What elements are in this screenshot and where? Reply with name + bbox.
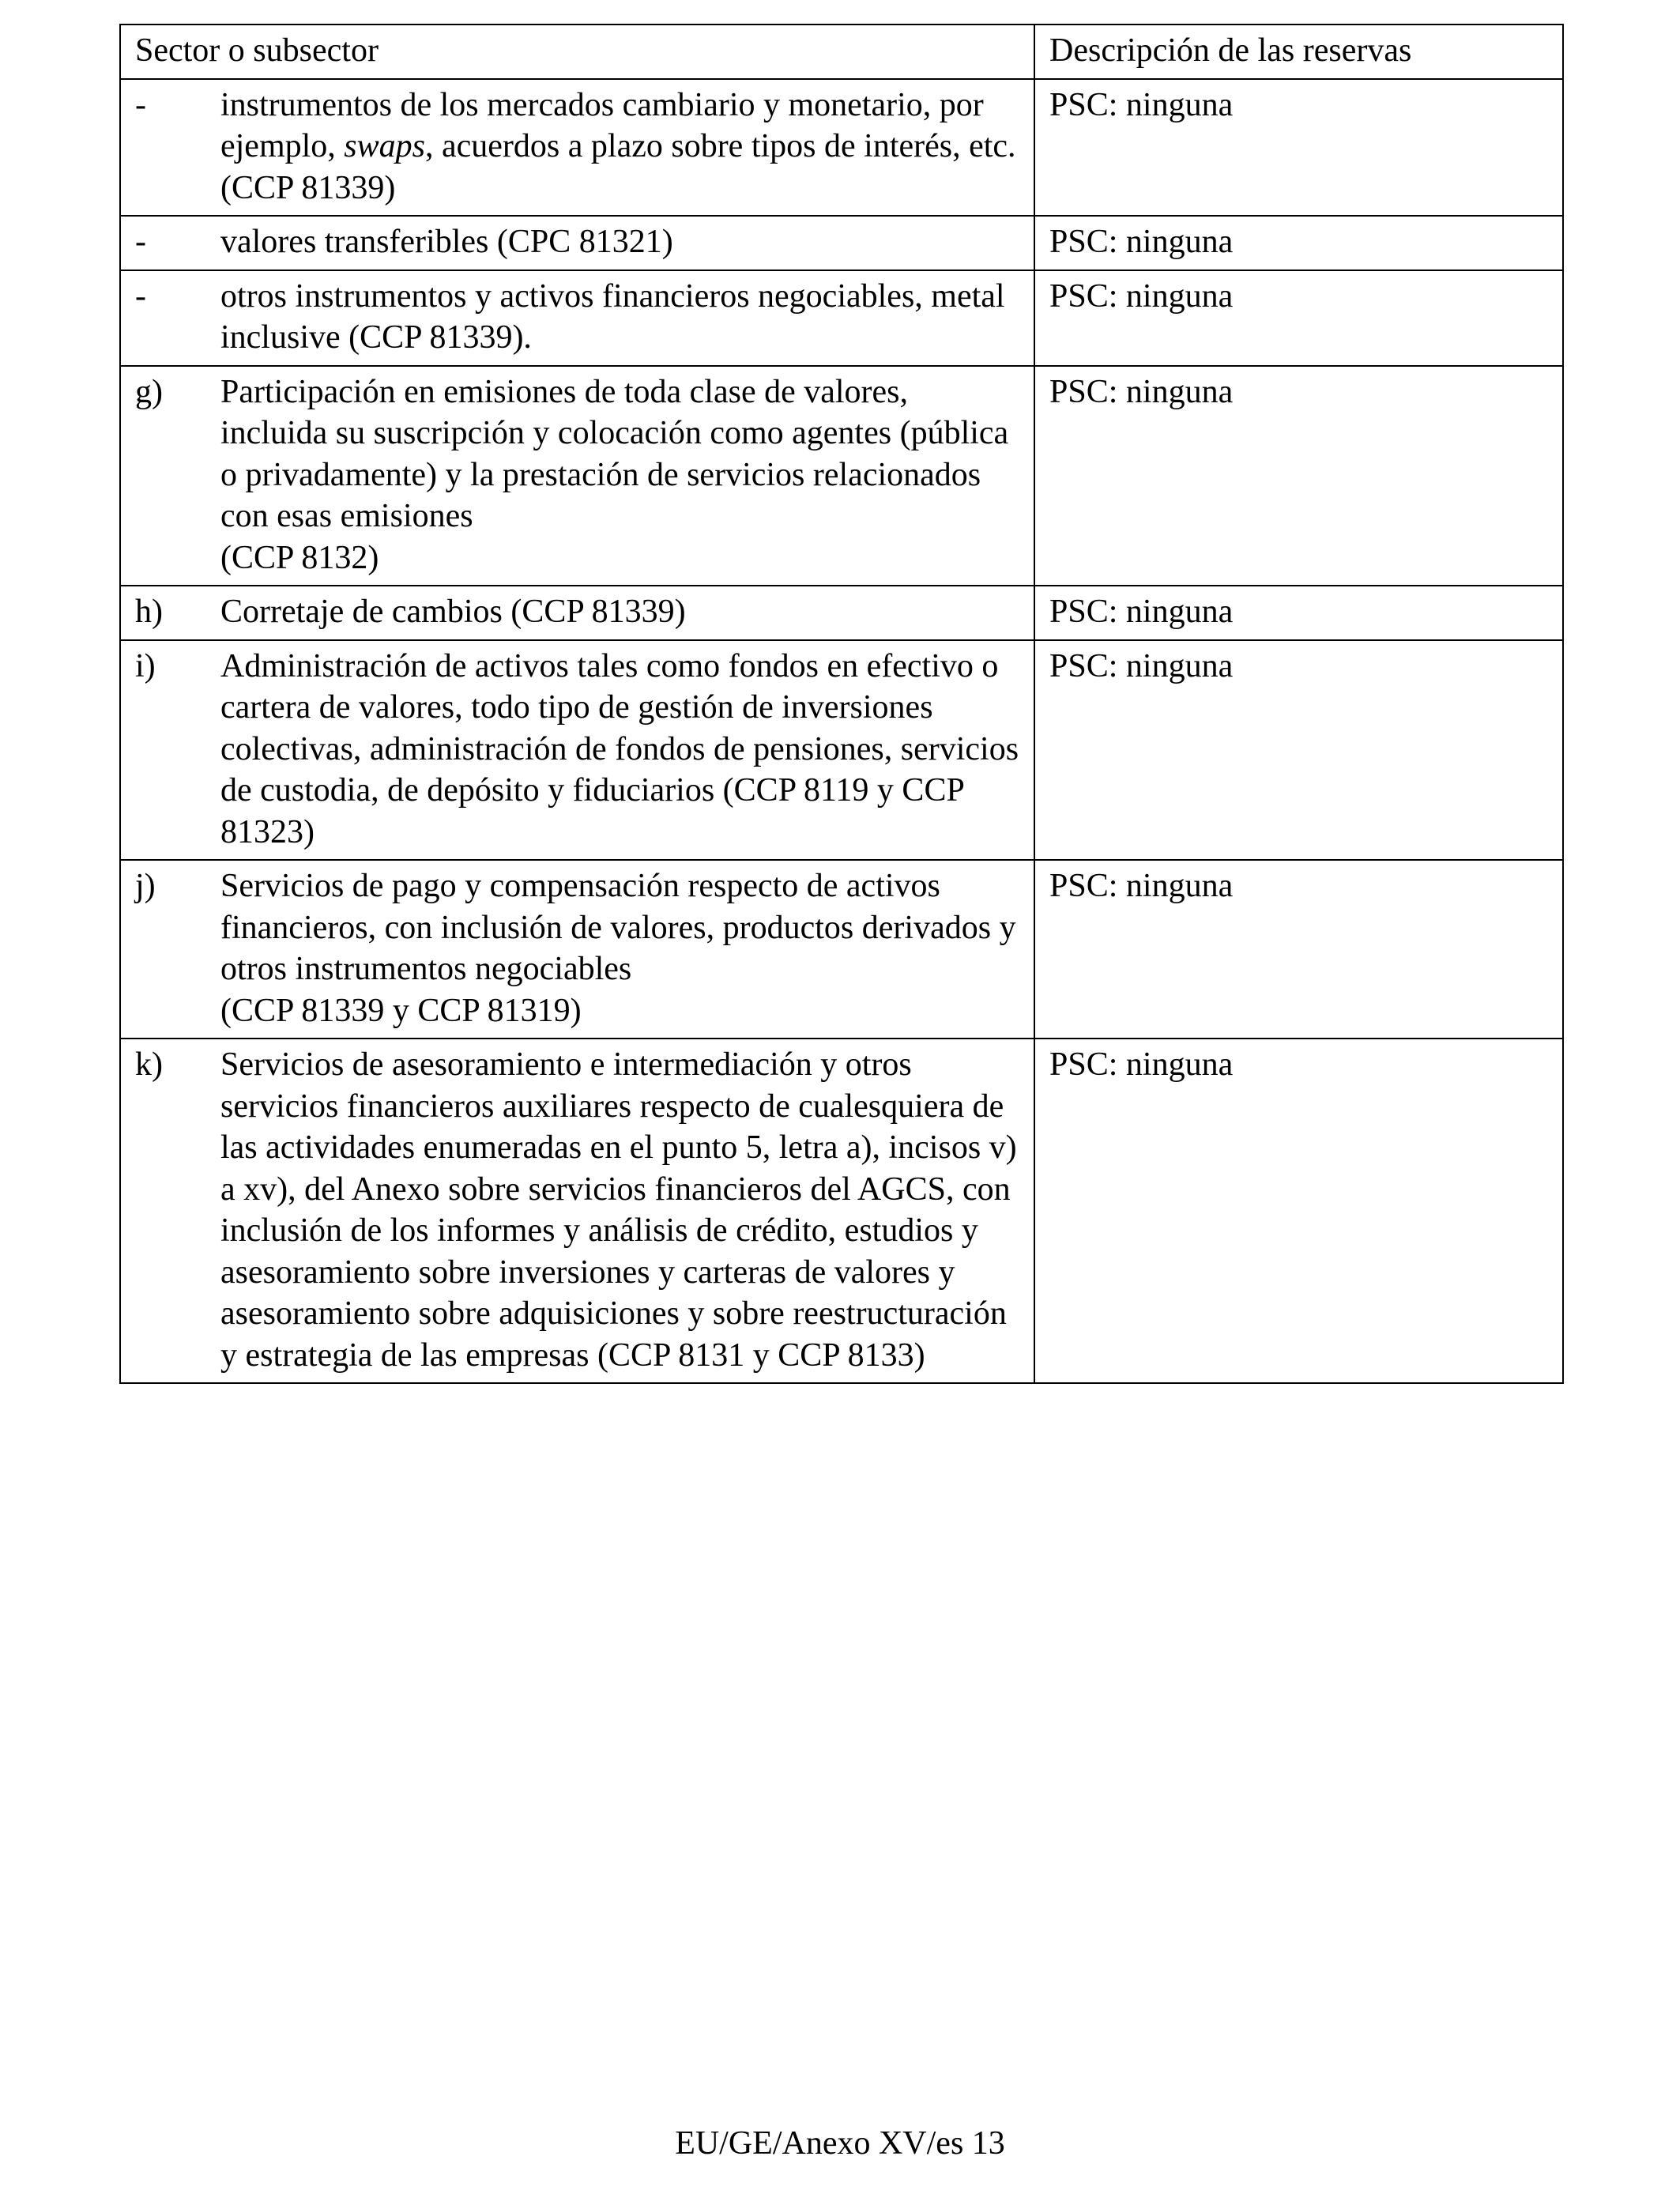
table-row: [120, 366, 1563, 586]
description-cell: PSC: ninguna: [1034, 216, 1563, 270]
table-row: [120, 640, 1563, 861]
sector-text-part: Participación en emisiones de toda clase de valores, incluida su suscripción y colocación como agentes (pública o privadamente) y la prestación de servicios relacionados con esas emisiones: [220, 373, 1009, 534]
sector-text: [220, 85, 1019, 209]
row-marker: -: [135, 277, 146, 315]
description-cell: PSC: ninguna: [1034, 270, 1563, 366]
description-cell: PSC: ninguna: [1034, 79, 1563, 217]
row-marker: -: [135, 86, 146, 123]
description-cell: PSC: ninguna: [1034, 860, 1563, 1039]
table-row: [120, 79, 1563, 217]
sector-cell: [120, 640, 1034, 861]
table-row: [120, 270, 1563, 366]
page-footer-id: EU/GE/Anexo XV/es 13: [675, 2125, 1005, 2162]
description-cell: PSC: ninguna: [1034, 366, 1563, 586]
table-row: [120, 860, 1563, 1039]
row-marker: j): [135, 868, 156, 904]
sector-text: otros instrumentos y activos financieros negociables, metal inclusive (CCP 81339).: [220, 277, 1005, 356]
sector-text: Administración de activos tales como fondos en efectivo o cartera de valores, todo tipo de gestión de inversiones colectivas, administración de fondos de pensiones, servicios de custodia, de depósito y fiduciarios (CCP 8119 y CCP 81323): [220, 647, 1019, 850]
table-header-row: [120, 25, 1563, 79]
table-row: [120, 1039, 1563, 1383]
sector-cell: [120, 1039, 1034, 1383]
sector-text-italic: swaps: [344, 128, 425, 164]
row-marker: i): [135, 647, 156, 684]
sector-text-part: instrumentos de los mercados cambiario y monetario, por ejemplo,: [220, 86, 984, 164]
description-cell: PSC: ninguna: [1034, 586, 1563, 640]
sector-cell: [120, 270, 1034, 366]
sector-text-part: (CCP 8132): [220, 539, 379, 576]
sector-cell: [120, 366, 1034, 586]
sector-text: valores transferibles (CPC 81321): [220, 224, 673, 260]
sector-cell: [120, 860, 1034, 1039]
sector-cell: [120, 79, 1034, 217]
sector-text-part: , acuerdos a plazo sobre tipos de interés, etc. (CCP 81339): [220, 128, 1016, 206]
sector-text-part: (CCP 81339 y CCP 81319): [220, 992, 582, 1029]
sector-text-part: Servicios de pago y compensación respecto de activos financieros, con inclusión de valores, productos derivados y otros instrumentos negociables: [220, 868, 1016, 987]
table-row: [120, 216, 1563, 270]
sector-text: Servicios de asesoramiento e intermediación y otros servicios financieros auxiliares respecto de cualesquiera de las actividades enumeradas en el punto 5, letra a), incisos v) a xv), del Anexo sobre servicios financieros del AGCS, con inclusión de los informes y análisis de crédito, estudios y asesoramiento sobre inversiones y carteras de valores y asesoramiento sobre adquisiciones y sobre reestructuración y estrategia de las empresas (CCP 8131 y CCP 8133): [220, 1046, 1017, 1374]
row-marker: -: [135, 224, 146, 260]
row-marker: g): [135, 373, 163, 410]
sector-text: [220, 371, 1019, 579]
row-marker: k): [135, 1046, 163, 1083]
sector-text: Corretaje de cambios (CCP 81339): [220, 594, 686, 630]
sector-cell: [120, 216, 1034, 270]
sector-cell: [120, 586, 1034, 640]
description-cell: PSC: ninguna: [1034, 640, 1563, 861]
row-marker: h): [135, 594, 163, 630]
header-description: Descripción de las reservas: [1034, 25, 1563, 79]
table-row: [120, 586, 1563, 640]
header-sector: Sector o subsector: [120, 25, 1034, 79]
sector-text: [220, 865, 1019, 1031]
reservations-table: [119, 24, 1564, 1384]
description-cell: PSC: ninguna: [1034, 1039, 1563, 1383]
